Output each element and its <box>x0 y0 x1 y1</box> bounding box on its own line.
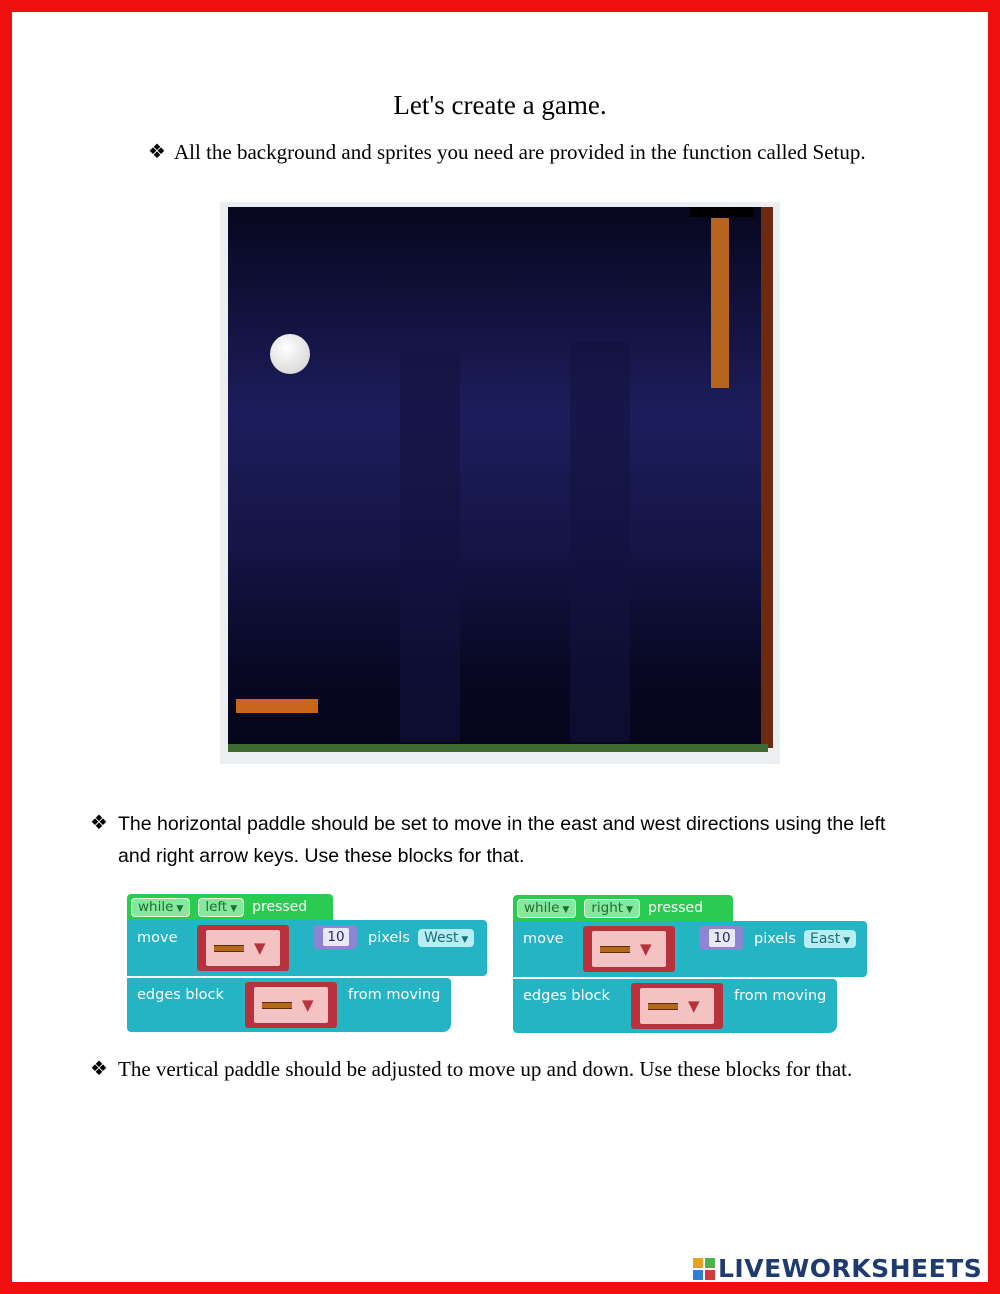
direction-dropdown[interactable]: West ▼ <box>418 929 474 947</box>
bullet-horizontal-paddle <box>90 808 910 872</box>
night-sky-background <box>228 207 768 752</box>
pixel-amount-input[interactable]: 10 <box>709 929 735 947</box>
move-block[interactable] <box>127 920 487 976</box>
paddle-sprite-icon <box>600 946 630 953</box>
key-dropdown[interactable]: right ▼ <box>584 899 640 918</box>
horizontal-paddle <box>236 699 318 713</box>
ground-strip <box>228 744 768 752</box>
dropdown-triangle-icon: ▼ <box>626 904 633 915</box>
pixel-amount-input[interactable]: 10 <box>323 928 349 946</box>
dropdown-triangle-icon: ▼ <box>562 904 570 915</box>
bullet-setup <box>148 137 878 167</box>
page-title: Let's create a game. <box>393 90 607 120</box>
bullet-setup-text: All the background and sprites you need are provided in the function called Setup. <box>174 140 866 164</box>
logo-text: LIVEWORKSHEETS <box>718 1254 983 1283</box>
paddle-sprite-icon <box>262 1002 292 1009</box>
paddle-sprite-icon <box>214 945 244 952</box>
bullet-vertical-text: The vertical paddle should be adjusted to move up and down. Use these blocks for that. <box>118 1057 853 1081</box>
edges-block-label: edges block <box>523 988 610 1004</box>
top-edge-marker <box>690 207 754 217</box>
while-hat-block[interactable] <box>127 894 333 920</box>
sprite-dropdown[interactable] <box>583 926 675 972</box>
game-stage <box>220 202 780 764</box>
from-moving-label: from moving <box>734 988 827 1004</box>
move-block[interactable] <box>513 921 867 977</box>
move-label: move <box>523 931 564 947</box>
game-scene <box>220 202 780 764</box>
dropdown-triangle-icon: ▼ <box>640 940 652 958</box>
diamond-bullet-icon: ❖ <box>148 141 166 163</box>
dropdown-triangle-icon: ▼ <box>461 935 469 945</box>
diamond-bullet-icon: ❖ <box>90 1058 108 1080</box>
edges-block[interactable] <box>127 978 451 1032</box>
pressed-label: pressed <box>647 900 704 916</box>
dropdown-triangle-icon: ▼ <box>843 936 851 946</box>
while-hat-block[interactable] <box>513 895 733 921</box>
sprite-dropdown[interactable] <box>197 925 289 971</box>
dropdown-triangle-icon: ▼ <box>230 903 238 914</box>
while-dropdown[interactable]: while ▼ <box>517 899 576 918</box>
edges-block[interactable] <box>513 979 837 1033</box>
pixels-label: pixels <box>368 930 410 946</box>
from-moving-label: from moving <box>348 987 441 1003</box>
paddle-sprite-icon <box>648 1003 678 1010</box>
liveworksheets-logo[interactable] <box>693 1254 982 1283</box>
direction-dropdown[interactable]: East ▼ <box>804 930 856 948</box>
pixels-label: pixels <box>754 931 796 947</box>
left-key-block <box>127 894 489 1038</box>
edges-block-label: edges block <box>137 987 224 1003</box>
move-label: move <box>137 930 178 946</box>
sprite-dropdown[interactable] <box>631 983 723 1029</box>
key-dropdown[interactable]: left ▼ <box>198 898 244 917</box>
pressed-label: pressed <box>252 899 308 915</box>
right-key-block <box>513 895 869 1039</box>
sprite-dropdown[interactable] <box>245 982 337 1028</box>
tree-silhouette <box>570 342 630 742</box>
pixel-amount-block[interactable] <box>313 925 357 949</box>
dropdown-triangle-icon: ▼ <box>254 939 266 957</box>
tree-silhouette <box>400 352 460 742</box>
dropdown-triangle-icon: ▼ <box>688 997 700 1015</box>
diamond-bullet-icon: ❖ <box>90 812 108 834</box>
bullet-vertical-paddle <box>90 1054 910 1084</box>
bullet-horizontal-text: The horizontal paddle should be set to move in the east and west directions using the left and right arrow keys. Use these blocks for that. <box>118 813 886 867</box>
liveworksheets-logo-icon <box>693 1258 715 1280</box>
dropdown-triangle-icon: ▼ <box>302 996 314 1014</box>
ball <box>270 334 310 374</box>
while-dropdown[interactable]: while ▼ <box>131 898 190 917</box>
vertical-paddle <box>711 218 729 388</box>
right-wall <box>761 207 773 748</box>
pixel-amount-block[interactable] <box>699 926 743 950</box>
dropdown-triangle-icon: ▼ <box>176 903 184 914</box>
